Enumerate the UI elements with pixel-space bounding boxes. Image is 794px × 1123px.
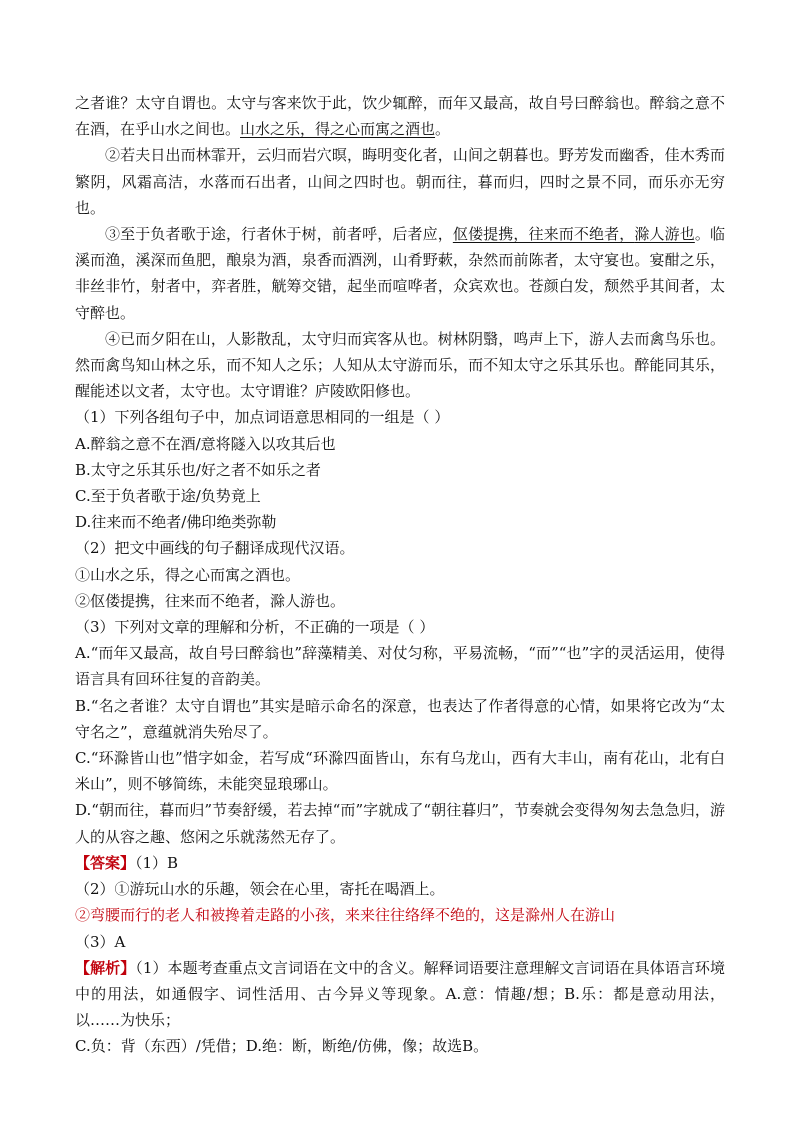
passage-paragraph-3	[75, 221, 725, 326]
underlined-sentence-1: 山水之乐，得之心而寓之酒也	[240, 120, 436, 139]
passage-text: ③至于负者歌于途，行者休于树，前者呼，后者应，	[105, 225, 453, 244]
underlined-sentence-2b: 滁人游也	[634, 225, 695, 244]
q3-option-b: B.“名之者谁？太守自谓也”其实是暗示命名的深意，也表达了作者得意的心情，如果将它改为“太守名之”，意蕴就消失殆尽了。	[75, 696, 725, 741]
q3-option-c: C.“环滁皆山也”惜字如金，若写成“环滁四面皆山，东有乌龙山，西有大丰山，南有花山，北有白米山”，则不够简练，未能突显琅琊山。	[75, 749, 725, 794]
analysis-text: （1）本题考查重点文言词语在文中的含义。解释词语要注意理解文言词语在具体语言环境中的用法，如通假字、词性活用、古今异义等现象。A.意：情趣/想；B.乐：都是意动用法，以……为快乐；	[75, 958, 725, 1030]
q1-option-a: A.醉翁之意不在酒/意将隧入以攻其后也	[75, 434, 336, 453]
answer-2-item-2: ②弯腰而行的老人和被搀着走路的小孩，来来往往络绎不绝的，这是滁州人在游山	[75, 906, 616, 925]
analysis-continuation: C.负：背（东西）/凭借；D.绝：断，断绝/仿佛，像；故选B。	[75, 1037, 489, 1056]
answer-1: （1）B	[135, 853, 179, 872]
passage-paragraph-2: ②若夫日出而林霏开，云归而岩穴暝，晦明变化者，山间之朝暮也。野芳发而幽香，佳木秀而繁阴，风霜高洁，水落而石出者，山间之四时也。朝而往，暮而归，四时之景不同，而乐亦无穷也。	[75, 146, 725, 217]
question-1: （1）下列各组句子中，加点词语意思相同的一组是（ ）	[75, 408, 450, 427]
q1-option-c: C.至于负者歌于途/负势竟上	[75, 487, 261, 506]
question-2: （2）把文中画线的句子翻译成现代汉语。	[75, 539, 355, 558]
question-3: （3）下列对文章的理解和分析，不正确的一项是（ ）	[75, 618, 435, 637]
q3-option-d: D.“朝而往，暮而归”节奏舒缓，若去掉“而”字就成了“朝往暮归”，节奏就会变得匆匆去急急归，游人的从容之趣、悠闲之乐就荡然无存了。	[75, 801, 725, 846]
answer-2-item-1: ①游玩山水的乐趣，领会在心里，寄托在喝酒上。	[114, 880, 445, 899]
q1-option-b: B.太守之乐其乐也/好之者不如乐之者	[75, 460, 321, 479]
q2-item-1: ①山水之乐，得之心而寓之酒也。	[75, 565, 301, 584]
document-page	[75, 90, 725, 1060]
passage-text: 。	[435, 120, 451, 139]
answer-label: 【答案】	[75, 853, 136, 872]
q1-option-d: D.往来而不绝者/佛印绝类弥勒	[75, 513, 277, 532]
passage-text: 。临溪而渔，溪深而鱼肥，酿泉为酒，泉香而酒洌，山肴野蔌，杂然而前陈者，太守宴也。宴酣之乐，非丝非竹，射者中，弈者胜，觥筹交错，起坐而喧哗者，众宾欢也。苍颜白发，颓然乎其间者，太守醉也。	[75, 225, 725, 322]
passage-paragraph-4: ④已而夕阳在山，人影散乱，太守归而宾客从也。树林阴翳，鸣声上下，游人去而禽鸟乐也。然而禽鸟知山林之乐，而不知人之乐；人知从太守游而乐，而不知太守之乐其乐也。醉能同其乐，醒能述以文者，太守也。太守谓谁？庐陵欧阳修也。	[75, 329, 725, 401]
answer-2-head: （2）	[75, 880, 115, 899]
passage-paragraph-1	[75, 90, 725, 142]
passage-text: 之者谁？太守自谓也。太守与客来饮于此，饮少辄醉，而年又最高，故自号曰醉翁也。醉翁之意不在酒，在乎山水之间也。	[75, 94, 725, 139]
answer-2-line-1	[75, 876, 725, 902]
q2-item-2: ②伛偻提携，往来而不绝者，滁人游也。	[75, 591, 346, 610]
analysis-label: 【解析】	[75, 958, 136, 977]
q3-option-a: A.“而年又最高，故自号曰醉翁也”辞藻精美、对仗匀称，平易流畅，“而”“也”字的灵活运用，使得语言具有回环往复的音韵美。	[75, 644, 725, 689]
answer-1-line	[75, 850, 725, 876]
underlined-sentence-2a: 伛偻提携，往来而不绝者，	[452, 225, 635, 244]
analysis-paragraph	[75, 955, 725, 1034]
answer-3: （3）A	[75, 932, 126, 951]
